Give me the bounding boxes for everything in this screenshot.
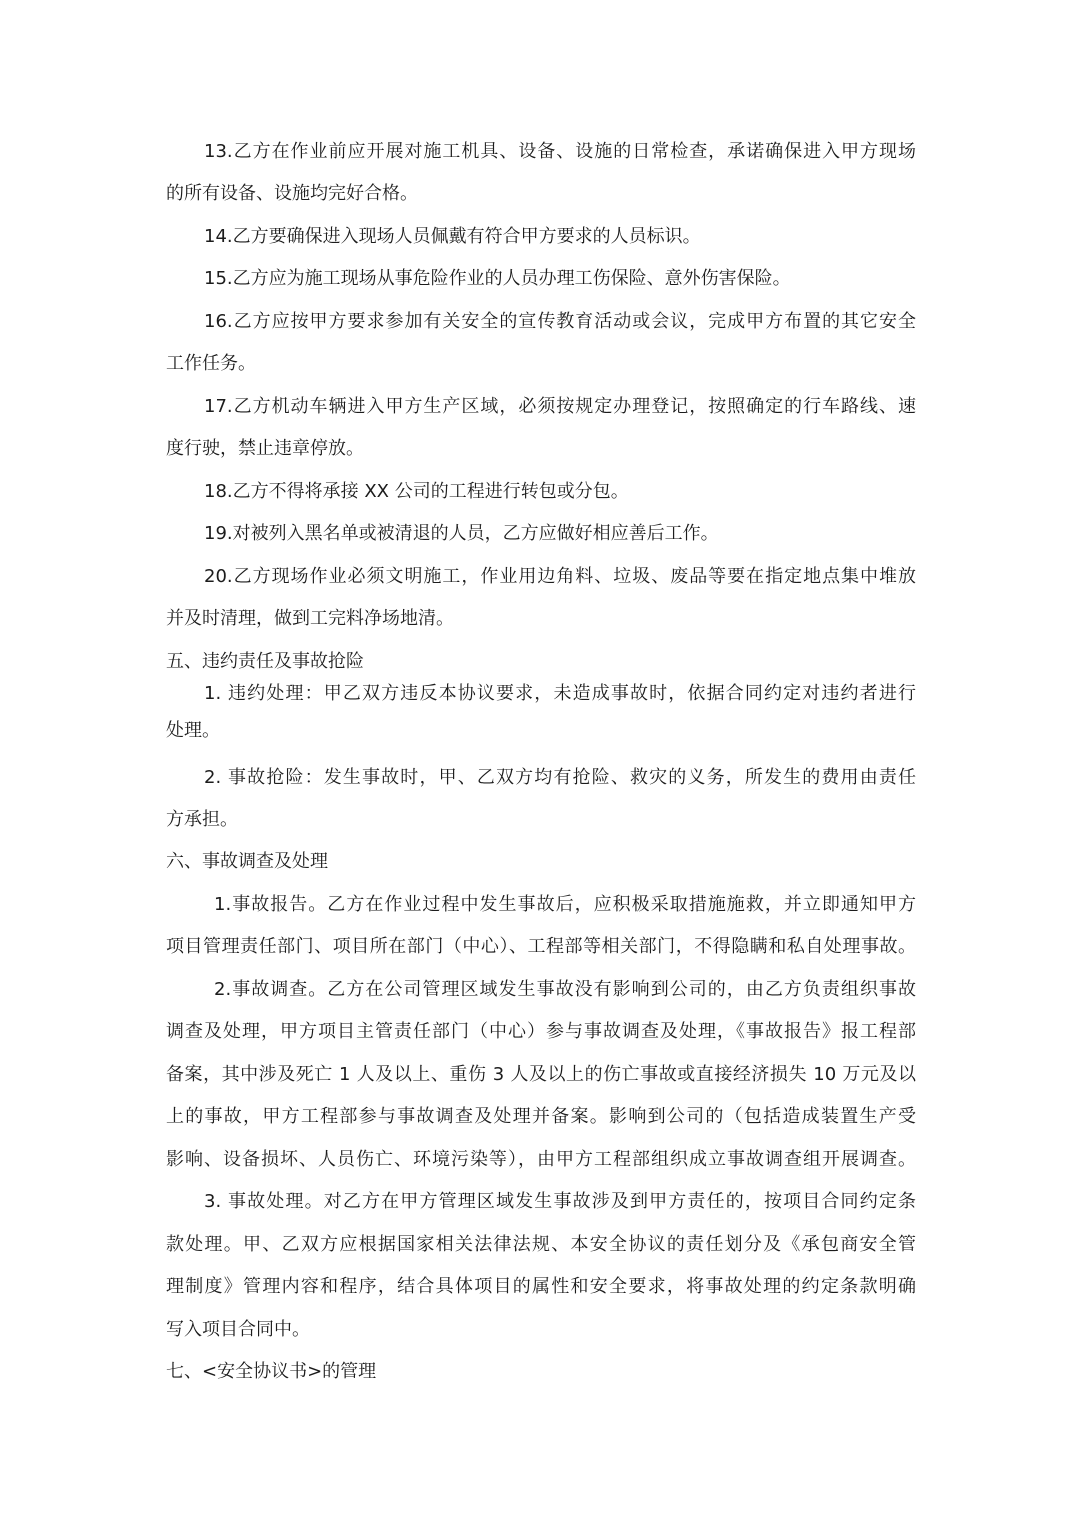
clause-13-line-2: 的所有设备、设施均完好合格。 (166, 183, 418, 204)
section-6-item-2-line-3: 备案，其中涉及死亡 1 人及以上、重伤 3 人及以上的伤亡事故或直接经济损失 10 万元及以 (166, 1064, 916, 1085)
clause-16-line-1: 16.乙方应按甲方要求参加有关安全的宣传教育活动或会议，完成甲方布置的其它安全 (204, 311, 916, 332)
section-6-item-2-line-5: 影响、设备损坏、人员伤亡、环境污染等），由甲方工程部组织成立事故调查组开展调查。 (166, 1149, 916, 1170)
section-6-item-3-line-2: 款处理。甲、乙双方应根据国家相关法律法规、本安全协议的责任划分及《承包商安全管 (166, 1234, 916, 1255)
clause-16-line-2: 工作任务。 (166, 353, 256, 374)
section-5-item-2-line-2: 方承担。 (166, 809, 238, 830)
clause-18-line-1: 18.乙方不得将承接 XX 公司的工程进行转包或分包。 (204, 481, 629, 502)
clause-14-line-1: 14.乙方要确保进入现场人员佩戴有符合甲方要求的人员标识。 (204, 226, 701, 247)
section-6-item-2-line-4: 上的事故，甲方工程部参与事故调查及处理并备案。影响到公司的（包括造成装置生产受 (166, 1106, 916, 1127)
section-6-item-3-line-3: 理制度》管理内容和程序，结合具体项目的属性和安全要求，将事故处理的约定条款明确 (166, 1276, 916, 1297)
section-5-item-1-line-2: 处理。 (166, 720, 220, 741)
section-7-heading: 七、<安全协议书>的管理 (166, 1361, 377, 1382)
section-5-item-2-line-1: 2. 事故抢险：发生事故时，甲、乙双方均有抢险、救灾的义务，所发生的费用由责任 (204, 767, 916, 788)
clause-20-line-2: 并及时清理，做到工完料净场地清。 (166, 608, 454, 629)
section-6-item-1-line-2: 项目管理责任部门、项目所在部门（中心）、工程部等相关部门，不得隐瞒和私自处理事故。 (166, 936, 916, 957)
clause-17-line-2: 度行驶，禁止违章停放。 (166, 438, 364, 459)
section-6-item-1-line-1: 1.事故报告。乙方在作业过程中发生事故后，应积极采取措施施救，并立即通知甲方 (214, 894, 916, 915)
clause-17-line-1: 17.乙方机动车辆进入甲方生产区域，必须按规定办理登记，按照确定的行车路线、速 (204, 396, 916, 417)
section-6-heading: 六、事故调查及处理 (166, 851, 328, 872)
clause-15-line-1: 15.乙方应为施工现场从事危险作业的人员办理工伤保险、意外伤害保险。 (204, 268, 791, 289)
section-5-item-1-line-1: 1. 违约处理：甲乙双方违反本协议要求，未造成事故时，依据合同约定对违约者进行 (204, 683, 916, 704)
section-6-item-3-line-4: 写入项目合同中。 (166, 1319, 310, 1340)
section-6-item-3-line-1: 3. 事故处理。对乙方在甲方管理区域发生事故涉及到甲方责任的，按项目合同约定条 (204, 1191, 916, 1212)
clause-19-line-1: 19.对被列入黑名单或被清退的人员，乙方应做好相应善后工作。 (204, 523, 719, 544)
section-6-item-2-line-1: 2.事故调查。乙方在公司管理区域发生事故没有影响到公司的，由乙方负责组织事故 (214, 979, 916, 1000)
section-5-heading: 五、违约责任及事故抢险 (166, 651, 364, 672)
clause-13-line-1: 13.乙方在作业前应开展对施工机具、设备、设施的日常检查，承诺确保进入甲方现场 (204, 141, 916, 162)
section-6-item-2-line-2: 调查及处理，甲方项目主管责任部门（中心）参与事故调查及处理，《事故报告》报工程部 (166, 1021, 916, 1042)
clause-20-line-1: 20.乙方现场作业必须文明施工，作业用边角料、垃圾、废品等要在指定地点集中堆放 (204, 566, 916, 587)
